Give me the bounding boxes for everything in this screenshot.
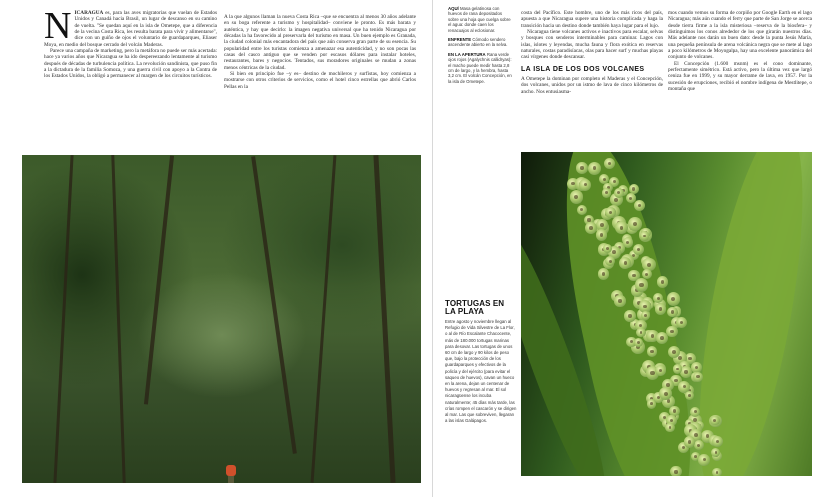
- frog-egg: [693, 372, 703, 382]
- frog-egg: [585, 222, 597, 234]
- frog-egg: [614, 295, 625, 306]
- frog-egg: [570, 190, 584, 204]
- paragraph-text: es, para las aves migratorias que vuelan de Estados Unidos y Canadá hacia Brasil, un lugar de descanso en su camino de vuelta. "Se quedan aquí en la isla de Ometepe, que a diferencia de la vecina Costa Rica, les resulta barata para vivir y alimentarse", dice con un guiño de ojos el voluntario de guardaparques, Eliaser Moya, en medio del bosque cerrado del volcán Maderas.: [44, 10, 217, 48]
- caption-title: TORTUGAS EN LA PLAYA: [445, 299, 505, 316]
- frog-egg: [579, 179, 591, 191]
- frog-egg: [655, 303, 667, 315]
- frog-egg: [641, 311, 650, 320]
- frog-egg: [588, 162, 601, 175]
- frog-egg: [605, 207, 615, 217]
- section-heading: LA ISLA DE LOS DOS VOLCANES: [521, 65, 645, 73]
- frog-egg: [655, 365, 666, 376]
- frog-egg: [623, 237, 634, 248]
- frog-egg: [673, 364, 682, 373]
- frog-egg: [615, 221, 628, 234]
- frog-egg: [694, 440, 704, 450]
- frog-egg: [604, 158, 615, 169]
- frog-egg: [603, 244, 612, 253]
- frog-egg: [710, 416, 720, 426]
- frog-egg: [628, 217, 642, 231]
- article-column-2: [224, 14, 416, 150]
- frog-egg: [712, 468, 721, 476]
- turtles-caption: [445, 300, 517, 424]
- photo-captions-sidenote: [448, 6, 512, 88]
- paragraph: El Concepción (1.600 msnm) es el cono dominante, perfectamente simétrico. Está activo, pero la última vez que largó ceniza fue en 1999, y su mayor derrame de lava, en 1957. Por la sucesión de erupciones, recibió el nombre indígena de Mestlitepe, o montaña que: [668, 60, 812, 93]
- frog-egg: [577, 205, 587, 215]
- frog-egg: [712, 436, 723, 447]
- article-column-3: [521, 10, 663, 150]
- frog-egg: [685, 391, 694, 400]
- frog-egg: [636, 328, 645, 337]
- frog-egg: [576, 162, 588, 174]
- caption-here: AQUÍ Masa gelatinosa con huevos de rana depositados sobre una hoja que cuelga sobre el agua: donde caen los renacuajos al eclosionar.: [448, 6, 511, 33]
- paragraph: Nicaragua tiene volcanes activos e inactivos para escalar, selvas y bosques con senderos interminables para caminar. Lagos con islas, islotes y leyendas, mucha fauna y flora exótica en reservas naturales, costas paradisíacas, olas para hacer surf y muchas playas casi vírgenes donde descansar.: [521, 29, 663, 61]
- paragraph: costa del Pacífico. Este hombre, uno de los más ricos del país, apuesta a que Nicaragua supere una historia complicada y haga la transición hacia un destino donde también haya lugar para el lujo.: [521, 10, 663, 29]
- drop-cap: N: [44, 10, 72, 47]
- frog-egg: [602, 188, 611, 197]
- caption-opposite: ENFRENTE Cómodo sendero ascendente abierto en la selva.: [448, 37, 508, 48]
- frog-egg: [667, 292, 680, 305]
- article-column-4: [668, 10, 812, 150]
- article-column-1: [44, 10, 217, 150]
- paragraph: Si bien en principio fue –y es– destino de mochileros y surfistas, hoy comienza a mostrarse con otros criterios de servicios, como el hotel cinco estrellas que abrió Carlos Pellas en la: [224, 71, 416, 90]
- frog-egg: [634, 200, 645, 211]
- frog-egg: [698, 454, 710, 466]
- paragraph: Parece una campaña de marketing, pero la metáfora no puede ser más acertada: hace ya varios años que Nicaragua se ha ido despereezando lentamente al turismo después de décadas de turbulencia política. La revolución sandinista, que puso fin a la dictadura de la familia Somoza, y una guerra civil con apoyo a la Contra de los Estados Unidos, la obligó a permanecer al margen de los circuitos turísticos.: [44, 48, 217, 80]
- forest-trail-photo: [22, 155, 421, 483]
- hiker-figure: [225, 465, 237, 483]
- frog-egg: [633, 244, 644, 255]
- frog-egg: [624, 310, 635, 321]
- frog-egg: [656, 332, 668, 344]
- frog-egg: [670, 466, 681, 476]
- lead-word: ICARAGUA: [74, 10, 104, 16]
- frog-egg: [676, 317, 687, 328]
- frog-egg: [596, 229, 608, 241]
- frog-egg: [598, 268, 609, 279]
- frog-egg: [614, 188, 624, 198]
- egg-mass: [521, 152, 812, 476]
- frog-egg: [657, 276, 668, 287]
- frog-egg: [635, 278, 649, 292]
- paragraph: A la que algunos llaman la nueva Costa Rica –que se encuentra al menos 30 años adelante en su boga referente a turismo y hospitalidad– conviene le pronto. Es más barata y auténtica, y hay que decirlo: la imagen negativa universal que ha tenido Nicaragua por décadas la ha favorecido al preservarla del turismo en masa. Un buen ejemplo es Granada, la ciudad colonial más encantadora del país que aún conserva gran parte de su esencia. Su popularidad entre los turistas comienza a amenazar esa autenticidad, y no son pocas las casas del casco antiguo que se venden por escasos dólares para instalar hoteles, restaurantes, bares y negocios. Tentados, sus moradores originales se mudan a zonas menos céntricas de la ciudad.: [224, 14, 416, 71]
- paragraph: A Ometepe la dominan por completo el Maderas y el Concepción, dos volcanes, unidos por un istmo de lava de cinco kilómetros de ancho. Nos entusiasma-: [521, 76, 663, 95]
- opening-paragraph: [44, 10, 217, 48]
- frog-egg: [665, 423, 675, 433]
- frog-eggs-photo: [521, 152, 812, 476]
- frog-egg: [640, 231, 649, 240]
- frog-egg: [684, 436, 695, 447]
- caption-opening: EN LA APERTURA Rana verde ojos rojos (Agalychnis callidryas): el macho puede medir hasta 2,8 cm de largo, y la hembra, hasta 3,2 cm. El volcán Concepción, en la isla de Ometepe.: [448, 51, 512, 84]
- caption-text: Entre agosto y noviembre llegan al Refugio de Vida Silvestre de La Flor, o al de Río Escalante Chacocente, más de 180.000 tortugas marinas para desovar. Las tortugas de unos 60 cm de largo y 90 kilos de peso que, bajo la protección de los guardaparques y efectivos de la policía y del ejército (para evitar el saqueo de huevos), cavan un hueco en la arena, dejan un centenar de huevos y regresan al mar. El sol nicaragüense los incuba naturalmente; 45 días más tarde, las crías rompen el cascarón y se dirigen al mar. Las que sobreviven, llegaran a las islas Galápagos.: [445, 319, 517, 424]
- frog-egg: [647, 346, 658, 357]
- paragraph: mos cuando vemos su forma de corpiño por Google Earth en el lago Nicaragua; más aún cuando el ferry que parte de San Jorge se acerca desde tierra firme a la isla misteriosa –reserva de la biosfera– y distinguimos los conos alrededor de los que girarán nuestros días. Más adelante nos darán un buen dato: desde la punta Jesús María, una pequeña península de arena volcánica negra que se mete al lago a poco kilómetros de Moyogalpa, hay una excelente panorámica del conjunto de volcanes.: [668, 10, 812, 61]
